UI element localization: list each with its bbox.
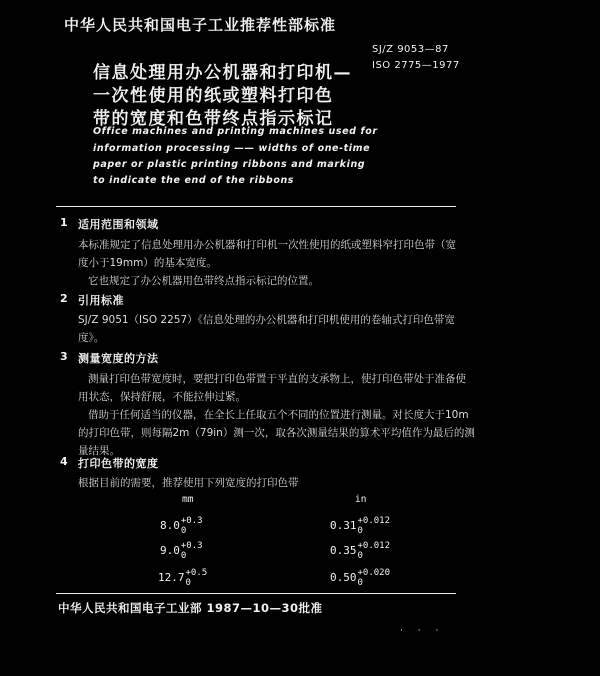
title-cn-line-2: 一次性使用的纸或塑料打印色 — [93, 86, 334, 106]
section-3-line-2: 用状态，保持舒展，不能拉伸过紧。 — [78, 391, 246, 403]
table-unit-in: in — [355, 494, 367, 505]
table-row-1-in: 0.31 +0.012 0 — [330, 516, 391, 536]
header-divider — [56, 206, 456, 207]
issuing-authority-header: 中华人民共和国电子工业推荐性部标准 — [64, 16, 337, 34]
title-cn-line-3: 带的宽度和色带终点指示标记 — [93, 109, 334, 129]
section-2-number: 2 — [60, 292, 68, 305]
section-4-number: 4 — [60, 455, 68, 468]
table-row-3-in: 0.50 +0.020 0 — [330, 568, 391, 588]
table-unit-mm: mm — [182, 494, 194, 505]
standard-code-sj: SJ/Z 9053—87 — [372, 44, 449, 55]
table-row-2-mm: 9.0 +0.3 0 — [160, 541, 203, 561]
section-1-line-1: 本标准规定了信息处理用办公机器和打印机一次性使用的纸或塑料窄打印色带（宽 — [78, 239, 456, 251]
section-3-number: 3 — [60, 350, 68, 363]
table-row-1-mm: 8.0 +0.3 0 — [160, 516, 203, 536]
section-3-line-3: 借助于任何适当的仪器，在全长上任取五个不同的位置进行测量。对长度大于10m — [88, 409, 469, 421]
section-2-line-2: 度》。 — [78, 332, 105, 344]
title-en-line-3: paper or plastic printing ribbons and marking — [93, 159, 366, 170]
table-row-3-mm: 12.7 +0.5 0 — [158, 568, 208, 588]
section-3-title: 测量宽度的方法 — [78, 352, 159, 365]
standard-code-iso: ISO 2775—1977 — [372, 60, 460, 71]
section-1-number: 1 — [60, 216, 68, 229]
title-en-line-1: Office machines and printing machines used for — [93, 126, 378, 137]
section-3-line-1: 测量打印色带宽度时，要把打印色带置于平直的支承物上，使打印色带处于准备使 — [88, 373, 466, 385]
approval-footer: 中华人民共和国电子工业部 1987—10—30批准 — [58, 601, 323, 615]
footer-divider — [56, 593, 456, 594]
title-en-line-2: information processing —— widths of one-time — [93, 143, 371, 154]
section-4-line-1: 根据目前的需要，推荐使用下列宽度的打印色带 — [78, 477, 299, 489]
section-3-line-4: 的打印色带，则每隔2m（79in）测一次，取各次测量结果的算术平均值作为最后的测 — [78, 427, 475, 439]
title-cn-line-1: 信息处理用办公机器和打印机— — [93, 63, 352, 83]
section-3-line-5: 量结果。 — [78, 445, 120, 457]
section-1-title: 适用范围和领域 — [78, 218, 159, 231]
section-2-line-1: SJ/Z 9051（ISO 2257）《信息处理的办公机器和打印机使用的卷轴式打印色带宽 — [78, 314, 455, 326]
page-marks: · · · — [400, 626, 445, 636]
section-1-line-2: 度小于19mm）的基本宽度。 — [78, 257, 217, 269]
section-1-line-3: 它也规定了办公机器用色带终点指示标记的位置。 — [88, 275, 319, 287]
table-row-2-in: 0.35 +0.012 0 — [330, 541, 391, 561]
section-2-title: 引用标准 — [78, 294, 124, 307]
title-en-line-4: to indicate the end of the ribbons — [93, 175, 295, 186]
section-4-title: 打印色带的宽度 — [78, 457, 159, 470]
